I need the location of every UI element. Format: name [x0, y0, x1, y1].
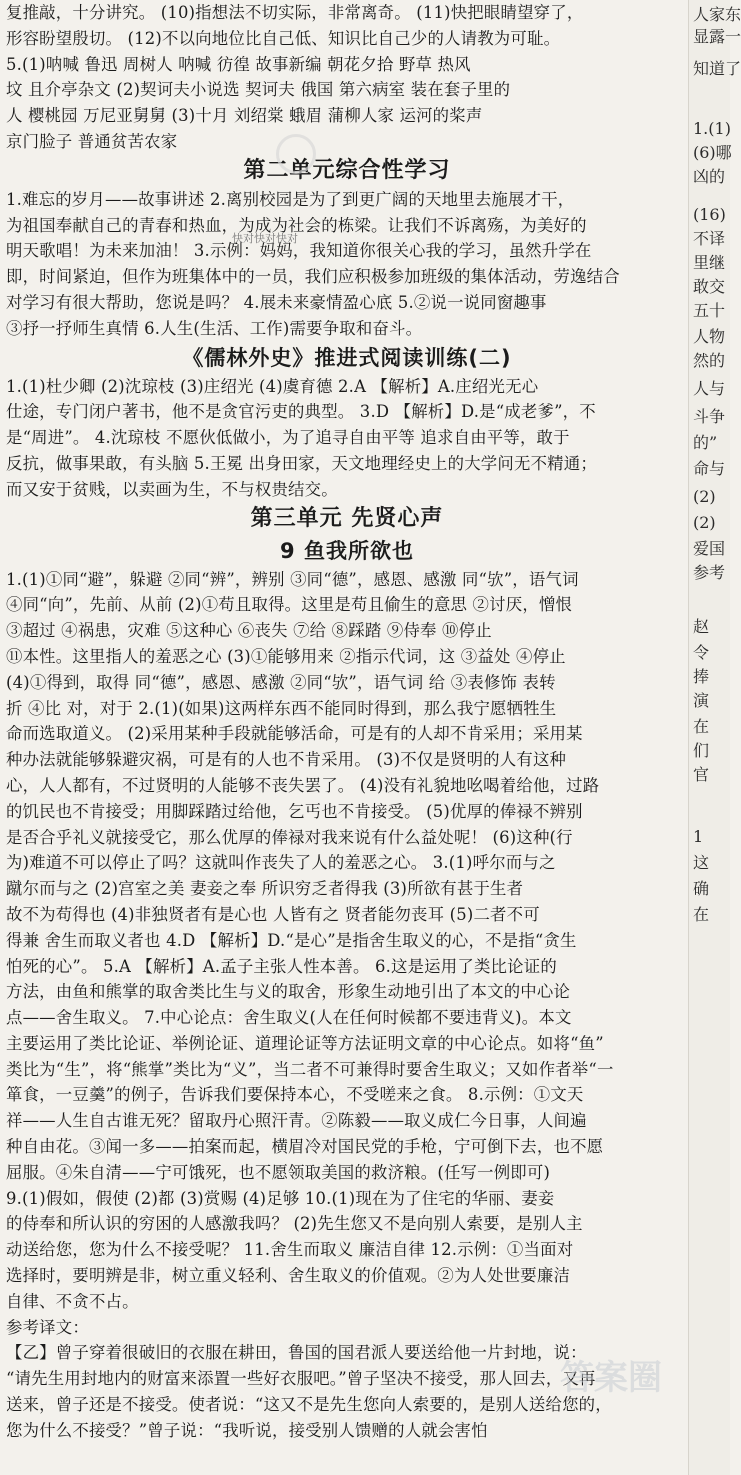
- intro-answers: [6, 0, 688, 155]
- text-line: ③超过 ④祸患，灾难 ⑤这种心 ⑥丧失 ⑦给 ⑧踩踏 ⑨侍奉 ⑩停止: [6, 621, 492, 641]
- adjacent-page-fragment: 知道了: [693, 59, 741, 78]
- adjacent-page-fragment: 五十: [693, 301, 726, 320]
- text-line: 是“周进”。 4.沈琼枝 不愿伙低做小，为了追寻自由平等 追求自由平等，敢于: [6, 428, 570, 448]
- adjacent-page-fragment: 命与: [693, 459, 726, 478]
- text-line: 主要运用了类比论证、举例论证、道理论证等方法证明文章的中心论点。如将“鱼”: [6, 1033, 604, 1053]
- text-line: ③抒一抒师生真情 6.人生(生活、工作)需要争取和奋斗。: [6, 318, 423, 338]
- adjacent-page-fragment: 爱国: [693, 539, 726, 558]
- adjacent-page-fragment: 捧: [693, 667, 710, 686]
- text-line: 命而选取道义。 (2)采用某种手段就能够活命，可是有的人却不肯采用；采用某: [6, 724, 583, 744]
- text-line: 1.难忘的岁月——故事讲述 2.离别校园是为了到更广阔的天地里去施展才干，: [6, 189, 575, 209]
- text-line: (4)①得到，取得 同“德”，感恩、感激 ②同“欤”，语气词 给 ③表修饰 表转: [6, 672, 556, 692]
- section-title-unit3: 第三单元 先贤心声: [250, 505, 444, 531]
- text-line: “请先生用封地内的财富来添置一些好衣服吧。”曾子坚决不接受，那人回去，又再: [6, 1369, 596, 1389]
- adjacent-page-fragment: 令: [693, 643, 710, 662]
- text-line: 种自由花。③闻一多——拍案而起，横眉冷对国民党的手枪，宁可倒下去，也不愿: [6, 1137, 604, 1157]
- text-line: 方法，由鱼和熊掌的取舍类比生与义的取舍，形象生动地引出了本文的中心论: [6, 982, 571, 1002]
- stamp-text: 快对快对快对: [232, 232, 298, 245]
- text-line: 心，人人都有，不过贤明的人能够不丧失罢了。 (4)没有礼貌地吆喝着给他，过路: [6, 775, 600, 795]
- text-line: 仕途，专门闭户著书，他不是贪官污吏的典型。 3.D 【解析】D.是“成老爹”，不: [6, 402, 596, 422]
- text-line: 类比为“生”，将“熊掌”类比为“义”，当二者不可兼得时要舍生取义；又如作者举“一: [6, 1059, 614, 1079]
- text-line: 折 ④比 对，对于 2.(1)(如果)这两样东西不能同时得到，那么我宁愿牺牲生: [6, 698, 557, 718]
- text-line: 1.(1)①同“避”，躲避 ②同“辨”，辨别 ③同“德”，感恩、感激 同“欤”，语气词: [6, 569, 579, 589]
- adjacent-page-fragment: (2): [693, 487, 716, 506]
- text-line: 【乙】曾子穿着很破旧的衣服在耕田，鲁国的国君派人要送给他一片封地，说：: [6, 1343, 587, 1363]
- text-line: 复推敲，十分讲究。 (10)指想法不切实际，非常离奇。 (11)快把眼睛望穿了，: [6, 3, 584, 22]
- adjacent-page-fragment: 官: [693, 765, 710, 784]
- adjacent-page-fragment: 在: [693, 717, 710, 736]
- adjacent-page-fragment: 确: [693, 879, 710, 898]
- unit2-answers: [6, 187, 688, 342]
- adjacent-page-fragment: 显露一: [693, 27, 741, 46]
- text-line: 点——舍生取义。 7.中心论点：舍生取义(人在任何时候都不要违背义)。本文: [6, 1008, 572, 1028]
- text-line: 是否合乎礼义就接受它，那么优厚的俸禄对我来说有什么益处呢！ (6)这种(行: [6, 827, 573, 847]
- adjacent-page-fragment: (16): [693, 205, 726, 224]
- text-line: 怕死的心”。 5.A 【解析】A.孟子主张人性本善。 6.这是运用了类比论证的: [6, 956, 557, 976]
- text-line: 人 樱桃园 万尼亚舅舅 (3)十月 刘绍棠 蛾眉 蒲柳人家 运河的桨声: [6, 106, 483, 126]
- adjacent-page-fragment: 人家东: [693, 5, 741, 24]
- text-line: 的侍奉和所认识的穷困的人感激我吗？ (2)先生您又不是向别人索要，是别人主: [6, 1214, 583, 1234]
- text-line: 1.(1)杜少卿 (2)沈琼枝 (3)庄绍光 (4)虞育德 2.A 【解析】A.庄绍光无心: [6, 376, 539, 396]
- text-line: 5.(1)呐喊 鲁迅 周树人 呐喊 彷徨 故事新编 朝花夕拾 野草 热风: [6, 54, 471, 74]
- text-line: 蹴尔而与之 (2)宫室之美 妻妾之奉 所识穷乏者得我 (3)所欲有甚于生者: [6, 879, 524, 899]
- text-line: 对学习有很大帮助，您说是吗？ 4.展未来豪情盈心底 5.②说一说同窗趣事: [6, 292, 547, 312]
- text-line: 您为什么不接受？”曾子说：“我听说，接受别人馈赠的人就会害怕: [6, 1420, 488, 1440]
- text-line: 得兼 舍生而取义者也 4.D 【解析】D.“是心”是指舍生取义的心，不是指“贪生: [6, 930, 577, 950]
- text-line: 京门脸子 普通贫苦农家: [6, 131, 178, 151]
- text-line: 9.(1)假如，假使 (2)都 (3)赏赐 (4)足够 10.(1)现在为了住宅的华丽、妻妾: [6, 1188, 555, 1208]
- adjacent-page-fragment: 1.(1): [693, 119, 731, 138]
- adjacent-page-fragment: 演: [693, 691, 710, 710]
- text-line: ④同“向”，先前、从前 (2)①苟且取得。这里是苟且偷生的意思 ②讨厌，憎恨: [6, 595, 573, 615]
- text-line: 箪食，一豆羹”的例子，告诉我们要保持本心，不受嗟来之食。 8.示例：①文天: [6, 1085, 584, 1105]
- text-line: 形容盼望殷切。 (12)不以向地位比自己低、知识比自己少的人请教为可耻。: [6, 28, 561, 48]
- adjacent-page-fragment: 不译: [693, 229, 726, 248]
- text-line: 即，时间紧迫，但作为班集体中的一员，我们应积极参加班级的集体活动，劳逸结合: [6, 267, 620, 287]
- text-line: 为祖国奉献自己的青春和热血，为成为社会的栋梁。让我们不诉离殇，为美好的: [6, 215, 587, 235]
- text-line: 动送给您，您为什么不接受呢？ 11.舍生而取义 廉洁自律 12.示例：①当面对: [6, 1240, 574, 1260]
- adjacent-page-fragment: 参考: [693, 563, 726, 582]
- section-title-rulin: 《儒林外史》推进式阅读训练(二): [182, 345, 512, 370]
- adjacent-page-fragment: 在: [693, 905, 710, 924]
- text-line: 送来，曾子还是不接受。使者说：“这又不是先生您向人索要的，是别人送给您的，: [6, 1395, 612, 1415]
- text-line: 屈服。④朱自清——宁可饿死，也不愿领取美国的救济粮。(任写一例即可): [6, 1162, 551, 1182]
- text-line: 的饥民也不肯接受；用脚踩踏过给他，乞丐也不肯接受。 (5)优厚的俸禄不辨别: [6, 801, 583, 821]
- text-line: 种办法就能够躲避灾祸，可是有的人也不肯采用。 (3)不仅是贤明的人有这种: [6, 750, 567, 770]
- text-line: 而又安于贫贱，以卖画为生，不与权贵结交。: [6, 479, 338, 499]
- adjacent-page-fragment: 人与: [693, 379, 726, 398]
- adjacent-page-fragment: 凶的: [693, 167, 726, 186]
- adjacent-page-fragment: 1: [693, 827, 704, 846]
- text-line: ⑪本性。这里指人的羞恶之心 (3)①能够用来 ②指示代词，这 ③益处 ④停止: [6, 646, 566, 666]
- text-line: 坟 且介亭杂文 (2)契诃夫小说选 契诃夫 俄国 第六病室 装在套子里的: [6, 80, 511, 100]
- translation-label: 参考译文：: [6, 1317, 89, 1337]
- adjacent-page-fragment: 的”: [693, 433, 718, 452]
- adjacent-page-fragment: 然的: [693, 351, 726, 370]
- adjacent-page-fragment: 们: [693, 741, 710, 760]
- stamp-circle-icon: [276, 134, 316, 174]
- text-line: 选择时，要明辨是非，树立重义轻利、舍生取义的价值观。②为人处世要廉洁: [6, 1266, 571, 1286]
- adjacent-page-fragment: (2): [693, 513, 716, 532]
- adjacent-page-fragment: 斗争: [693, 407, 726, 426]
- lesson-answers: [6, 567, 688, 1315]
- text-line: 故不为苟得也 (4)非独贤者有是心也 人皆有之 贤者能勿丧耳 (5)二者不可: [6, 904, 540, 924]
- adjacent-page-strip: [688, 0, 741, 1475]
- adjacent-page-fragment: (6)哪: [693, 143, 732, 162]
- adjacent-page-fragment: 赵: [693, 617, 710, 636]
- section-title-unit2: 第二单元综合性学习: [243, 157, 451, 183]
- adjacent-page-fragment: 敢交: [693, 277, 726, 296]
- adjacent-page-fragment: 人物: [693, 327, 726, 346]
- lesson-title: 9 鱼我所欲也: [280, 538, 414, 563]
- text-line: 反抗，做事果敢，有头脑 5.王冕 出身田家，天文地理经史上的大学问无不精通；: [6, 453, 597, 473]
- text-line: 祥——人生自古谁无死？留取丹心照汗青。②陈毅——取义成仁今日事，人间遍: [6, 1111, 587, 1131]
- text-line: 明天歌唱！为未来加油！ 3.示例：妈妈，我知道你很关心我的学习，虽然升学在: [6, 241, 592, 261]
- adjacent-page-fragment: 这: [693, 853, 710, 872]
- text-line: 为)难道不可以停止了吗？这就叫作丧失了人的羞恶之心。 3.(1)呼尔而与之: [6, 853, 556, 873]
- adjacent-page-fragment: 里继: [693, 253, 726, 272]
- text-line: 自律、不贪不占。: [6, 1291, 139, 1311]
- watermark-logo: 答案圈: [560, 1358, 662, 1398]
- rulin-answers: [6, 374, 688, 503]
